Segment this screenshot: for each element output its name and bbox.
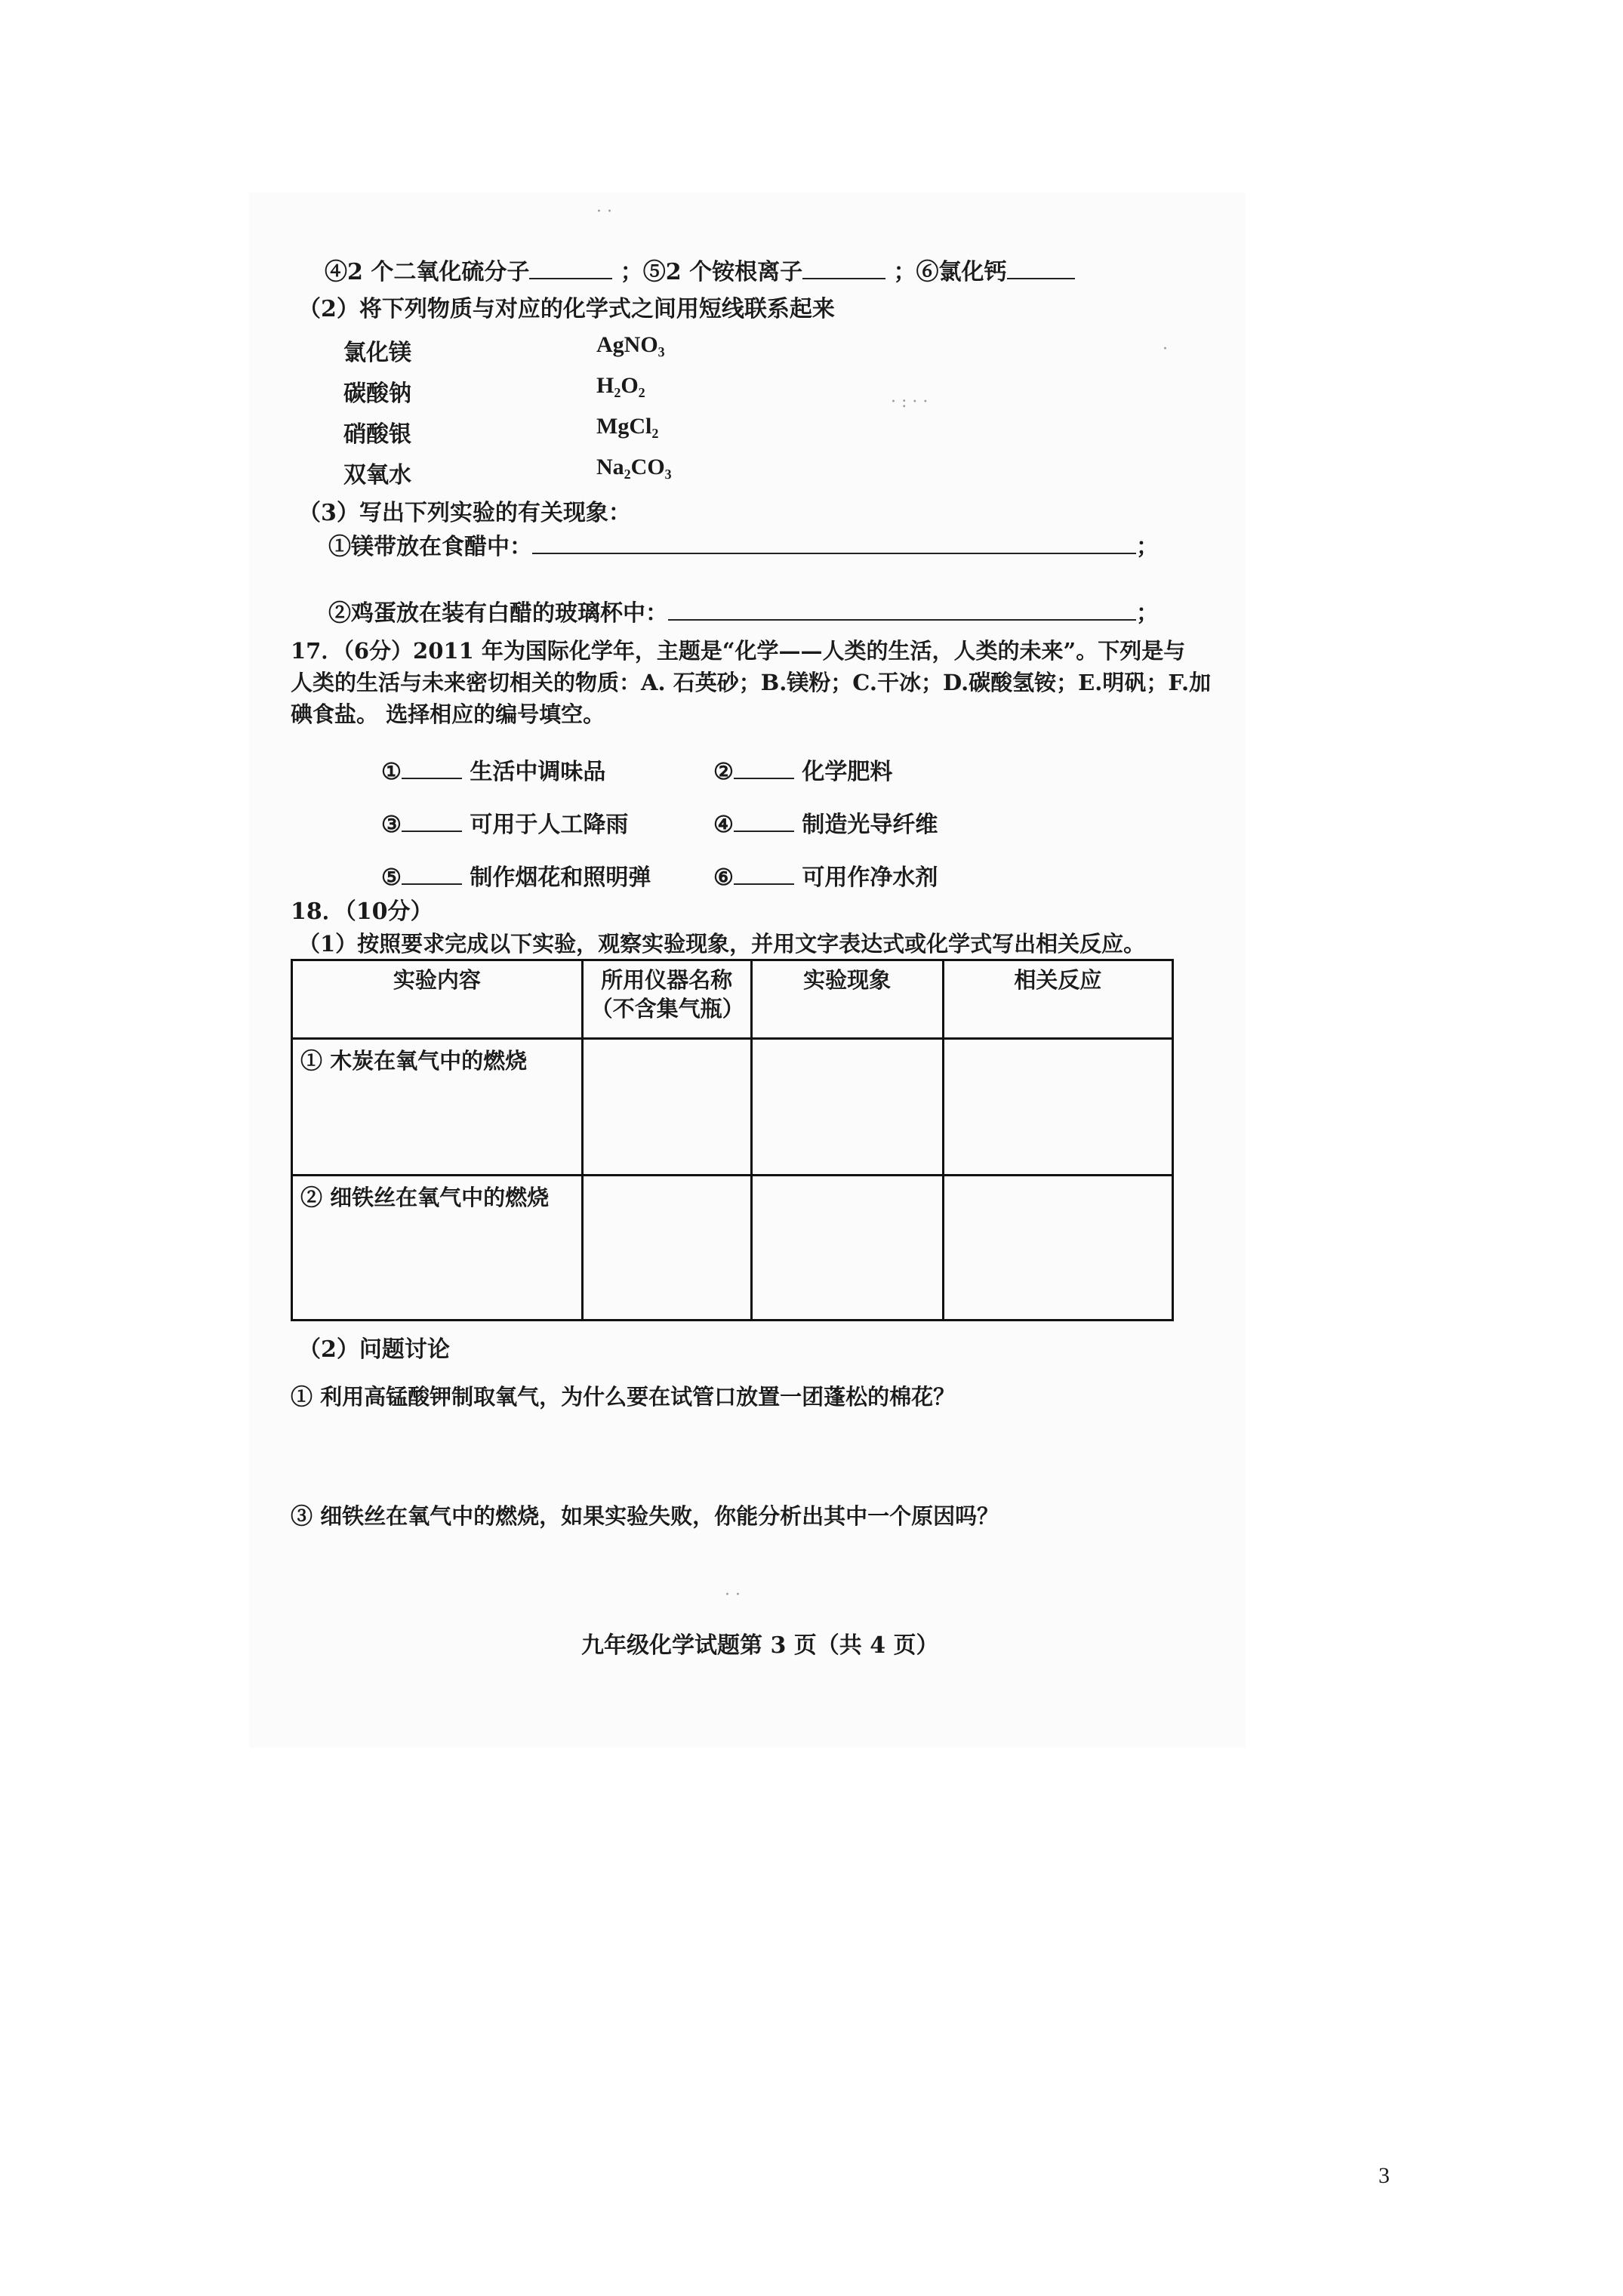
q16-part2-prompt: （2）将下列物质与对应的化学式之间用短线联系起来	[298, 296, 835, 322]
q16-item-line	[325, 255, 1075, 288]
scan-noise: · ·	[596, 202, 612, 221]
scan-noise: · : · ·	[891, 393, 929, 411]
answer-blank[interactable]	[668, 596, 1136, 621]
experiment-table	[291, 959, 1174, 1321]
option-text: 化学肥料	[802, 759, 893, 785]
match-formula-2: H₂O₂	[596, 373, 645, 398]
q18-part1: （1）按照要求完成以下实验，观察实验现象，并用文字表达式或化学式写出相关反应。	[298, 931, 1146, 957]
answer-blank[interactable]	[402, 861, 462, 885]
row-content: ② 细铁丝在氧气中的燃烧	[292, 1176, 583, 1321]
answer-cell[interactable]	[582, 1038, 751, 1176]
option-number: ⑤	[381, 864, 402, 891]
option-number: ①	[381, 759, 402, 785]
answer-blank[interactable]	[1007, 255, 1075, 279]
q18-title: 18．（10分）	[291, 898, 433, 925]
q17-option-4	[713, 808, 938, 840]
header-reaction: 相关反应	[943, 960, 1172, 1039]
option-number: ④	[713, 812, 734, 838]
match-formula-1: AgNO₃	[596, 332, 665, 357]
option-text: 生活中调味品	[470, 759, 606, 785]
q16-item5: ；⑤2 个铵根离子	[620, 259, 803, 285]
q16-part3-item2-label: ②鸡蛋放在装有白醋的玻璃杯中：	[328, 600, 668, 627]
q16-item4: ④2 个二氧化硫分子	[325, 259, 530, 285]
header-instruments-line2: （不含集气瓶）	[590, 996, 744, 1022]
q16-item6: ；⑥氯化钙	[893, 259, 1007, 285]
q17-option-1	[381, 755, 605, 787]
scan-noise: · ·	[725, 1586, 741, 1604]
match-formula-4: Na₂CO₃	[596, 455, 672, 479]
q17-option-5	[381, 861, 651, 893]
match-name-4: 双氧水	[343, 462, 411, 488]
header-phenomenon: 实验现象	[751, 960, 943, 1039]
option-number: ③	[381, 812, 402, 838]
answer-cell[interactable]	[943, 1176, 1172, 1321]
semicolon: ；	[1136, 600, 1159, 627]
q18-part2: （2）问题讨论	[298, 1336, 450, 1363]
header-instruments	[582, 960, 751, 1039]
scan-noise: ·	[1163, 340, 1168, 359]
page-number: 3	[1378, 2163, 1390, 2188]
option-text: 可用作净水剂	[802, 864, 938, 891]
q17-line1: 17．（6分）2011 年为国际化学年，主题是“化学——人类的生活，人类的未来”。下列是与	[291, 638, 1186, 664]
answer-blank[interactable]	[802, 255, 885, 279]
answer-blank[interactable]	[402, 808, 462, 832]
option-text: 可用于人工降雨	[470, 812, 629, 838]
q17-option-2	[713, 755, 892, 787]
page-footer: 九年级化学试题第 3 页（共 4 页）	[581, 1632, 939, 1659]
answer-cell[interactable]	[582, 1176, 751, 1321]
q16-part3-item1-label: ①镁带放在食醋中：	[328, 534, 532, 560]
q17-option-6	[713, 861, 938, 893]
table-row	[292, 1176, 1173, 1321]
answer-blank[interactable]	[734, 755, 794, 779]
answer-blank[interactable]	[402, 755, 462, 779]
option-number: ②	[713, 759, 734, 785]
answer-blank[interactable]	[529, 255, 612, 279]
q16-part3-item1	[328, 530, 1159, 562]
answer-blank[interactable]	[734, 861, 794, 885]
q18-discussion-1: ① 利用高锰酸钾制取氧气，为什么要在试管口放置一团蓬松的棉花？	[291, 1384, 956, 1410]
header-instruments-line1: 所用仪器名称	[601, 967, 733, 993]
answer-blank[interactable]	[734, 808, 794, 832]
q18-discussion-2: ③ 细铁丝在氧气中的燃烧，如果实验失败，你能分析出其中一个原因吗？	[291, 1503, 999, 1529]
header-content: 实验内容	[292, 960, 583, 1039]
table-row	[292, 1038, 1173, 1176]
match-name-1: 氯化镁	[343, 340, 411, 366]
answer-cell[interactable]	[751, 1176, 943, 1321]
q17-line2: 人类的生活与未来密切相关的物质：A. 石英砂；B.镁粉；C.干冰；D.碳酸氢铵；E.明矾；F.加	[291, 670, 1212, 695]
row-content: ① 木炭在氧气中的燃烧	[292, 1038, 583, 1176]
semicolon: ；	[1136, 534, 1159, 560]
match-formula-3: MgCl₂	[596, 414, 659, 439]
match-name-3: 硝酸银	[343, 421, 411, 448]
q17-line3: 碘食盐。 选择相应的编号填空。	[291, 701, 605, 727]
option-text: 制造光导纤维	[802, 812, 938, 838]
answer-cell[interactable]	[943, 1038, 1172, 1176]
answer-cell[interactable]	[751, 1038, 943, 1176]
q16-part3-prompt: （3）写出下列实验的有关现象：	[298, 500, 631, 526]
option-text: 制作烟花和照明弹	[470, 864, 651, 891]
q17-option-3	[381, 808, 628, 840]
q16-part3-item2	[328, 596, 1159, 629]
table-header-row	[292, 960, 1173, 1039]
option-number: ⑥	[713, 864, 734, 891]
answer-blank[interactable]	[532, 530, 1136, 554]
match-name-2: 碳酸钠	[343, 381, 411, 407]
